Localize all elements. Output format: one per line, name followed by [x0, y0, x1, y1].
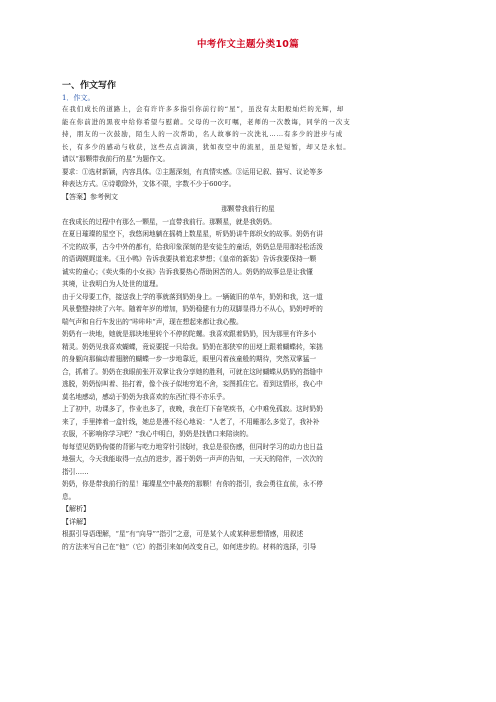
essay-line: 在夏日璀璨的星空下，我悠闲地躺在摇椅上数星星，听奶奶讲牛郎织女的故事。奶奶有讲: [62, 230, 323, 238]
essay-line: 由于父母要工作，接送我上学的事就落到奶奶身上。一辆破旧的单车，奶奶和我，这一道: [62, 292, 323, 301]
detail-line: 根据引导语理解，“星”有“向导”“指引”之意，可是某个人或某种思想情感，用叙述: [62, 530, 304, 538]
essay-line: 地强大，今天我能取得一点点的进步，源于奶奶一声声的告知，一天天的陪伴，一次次的: [62, 455, 323, 463]
essay-line: 合，抓着了。奶奶在我眼前张开双掌让我分享她的胜利，可就在这时蝴蝶从奶奶的指缝中: [62, 367, 323, 376]
essay-line: 精灵。奶奶见我喜欢蝴蝶，竟说要捉一只给我。奶奶在那狭窄的田埂上跟着蝴蝶转，笨拙: [62, 342, 323, 351]
prompt-block: [62, 103, 434, 153]
answer-tag: 【答案】参考例文: [62, 192, 118, 201]
essay-line: 诚实的童心；《卖火柴的小女孩》告诉我要热心帮助困苦的人。奶奶的故事总是让我懂: [62, 267, 313, 276]
document-body: [62, 80, 434, 553]
detail-tag: 【详解】: [62, 517, 90, 526]
essay-body: [62, 216, 434, 504]
prompt-line: 能在你前进的黑夜中给你希望与慰藉。父母的一次叮嘱，老师的一次教诲，同学的一次支: [62, 117, 351, 126]
essay-title: 那颗带我前行的星: [221, 205, 275, 213]
essay-line: 逃脱，奶奶惊叫着、掐打着，像个孩子似地穷追不舍，妄图抓住它。看到这情形，我心中: [62, 380, 323, 388]
essay-line: 在我成长的过程中有那么一颗星，一直带我前行。那颗星，就是我奶奶。: [62, 217, 276, 226]
essay-line: 衣服，不影响你学习吧？”我心中明白，奶奶是找借口来陪读的。: [62, 430, 253, 438]
detail-line: 的方法来写自己在“他”（它）的指引来如何改变自己，如何进步的。材料的选择，引导: [62, 542, 317, 551]
essay-line: 上了初中，功课多了，作业也多了，夜晚，我在灯下奋笔疾书，心中难免孤寂。这时奶奶: [62, 405, 323, 413]
requirements-line: 要求：①选材新颖，内容具体。②主题深刻，有真情实感。③运用记叙、描写、议论等多: [62, 167, 323, 176]
question-number: 1．作文。: [62, 94, 95, 102]
essay-line: 的身躯向那偏动着翅膀的蝴蝶一步一步地靠近，眼里闪着孩童般的期待，突然双掌猛一: [62, 355, 317, 363]
prompt-line: 持，朋友的一次鼓励，陌生人的一次帮助，名人故事的一次洗礼……有多少的进步与成: [62, 130, 344, 138]
document-title: 中考作文主题分类10篇: [196, 39, 300, 50]
essay-line: 息。: [62, 492, 76, 501]
essay-line: 莫名地感动，感动于奶奶为我喜欢的东西忙得不亦乐乎。: [62, 392, 230, 401]
essay-line: 指引……: [62, 467, 89, 476]
essay-line: 喘气声和自行车发出的“咔咔咔”声，现在想起来都让我心酸。: [62, 317, 243, 326]
section-heading: 一、作文写作: [62, 81, 117, 91]
essay-line: 风景整整持续了六年。随着年岁的增加，奶奶稳健有力的双脚显得力不从心，奶奶呼呼的: [62, 305, 323, 313]
essay-line: 奶奶有一块地，她就是那块地里转个不停的陀螺。我喜欢跟着奶奶，因为那里有许多小: [62, 330, 317, 338]
prompt-line: 在我们成长的道路上，会有许许多多指引你前行的“星”，虽没有太阳般灿烂的光辉，却: [62, 105, 345, 113]
essay-line: 的语调娓娓道来。《丑小鸭》告诉我要执着追求梦想；《皇帝的新装》告诉我要保持一颗: [62, 255, 317, 263]
essay-line: 奶奶，你是带我前行的星！璀璨星空中最亮的那颗！有你的指引，我会勇往直前，永不停: [62, 480, 323, 488]
essay-line: 其境，让我明白为人处世的道理。: [62, 280, 163, 288]
essay-line: 来了，手里捧着一盒针线，她总是漫不经心地说：“人老了，不用睡那么多觉了，我补补: [62, 417, 320, 426]
essay-line: 每每望见奶奶佝偻的背影与吃力地穿针引线时，我总是很伤感，但同时学习的动力也日益: [62, 442, 323, 451]
analysis-tag: 【解析】: [62, 505, 90, 513]
prompt-line: 长，有多少的感动与收获，这些点点滴滴，犹如夜空中的流星，虽是短暂，却又是永恒。: [62, 142, 351, 151]
requirements-line: 种表达方式。④诗歌除外，文体不限，字数不少于600字。: [62, 180, 236, 188]
instruction-text: 请以“那颗带我前行的星”为题作文。: [62, 155, 170, 163]
essay-line: 不完的故事，古今中外的都有，给我印象深刻的是安徒生的童话，奶奶总是用那轻松活泼: [62, 242, 323, 251]
